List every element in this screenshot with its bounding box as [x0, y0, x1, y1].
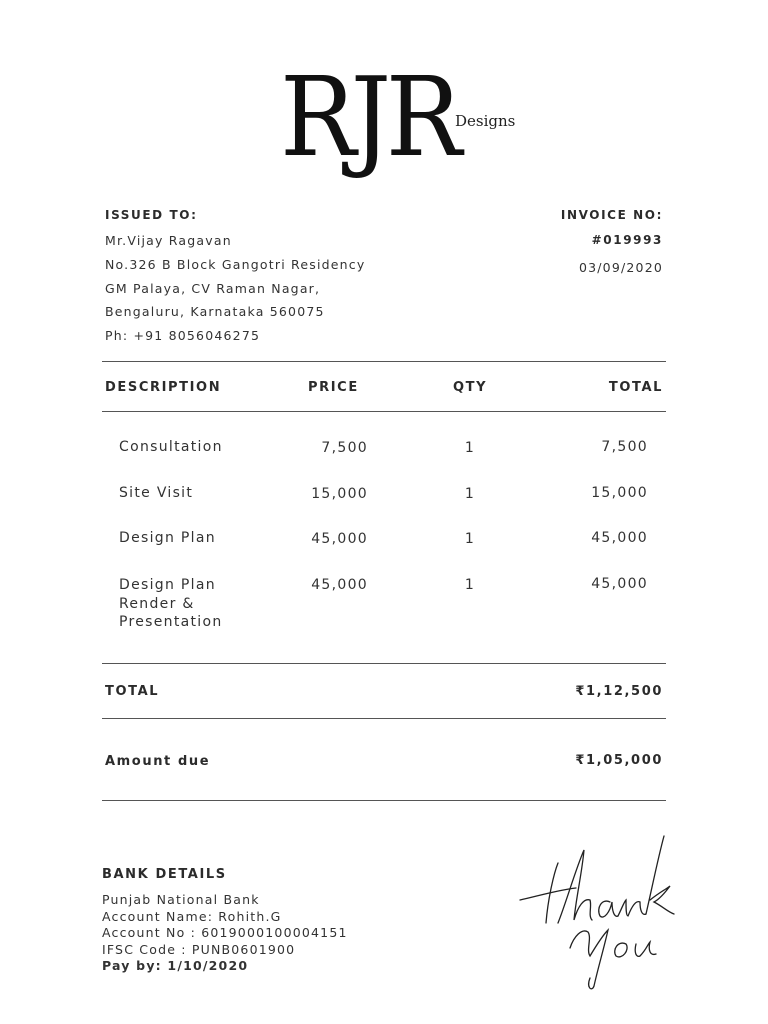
issued-to-label: ISSUED TO: [105, 208, 198, 222]
issued-to-line: GM Palaya, CV Raman Nagar, [105, 280, 321, 296]
row-description-line: Presentation [119, 614, 223, 630]
col-header-description: DESCRIPTION [105, 380, 222, 395]
divider [102, 718, 666, 719]
col-header-qty: QTY [453, 380, 488, 395]
row-description-line: Render & [119, 595, 195, 612]
row-qty: 1 [464, 577, 476, 593]
row-description [119, 576, 223, 632]
bank-line: Account Name: Rohith.G [102, 908, 282, 924]
bank-details [102, 892, 348, 975]
col-header-price: PRICE [308, 380, 359, 395]
brand-subtitle: Designs [455, 112, 516, 130]
amount-due-value: ₹1,05,000 [575, 753, 663, 768]
col-header-total: TOTAL [608, 380, 663, 395]
divider [102, 411, 666, 412]
row-description: Design Plan [119, 530, 216, 546]
row-qty: 1 [464, 440, 476, 456]
row-description-line: Design Plan [119, 577, 216, 593]
row-description: Site Visit [119, 485, 194, 501]
issued-to-line: Mr.Vijay Ragavan [105, 233, 232, 248]
row-price: 45,000 [311, 577, 368, 593]
invoice-date: 03/09/2020 [578, 260, 663, 275]
row-total: 7,500 [601, 439, 648, 455]
row-total: 15,000 [591, 485, 648, 501]
bank-line: Punjab National Bank [102, 892, 260, 907]
issued-to-line: Bengaluru, Karnataka 560075 [105, 304, 325, 320]
invoice-number: #019993 [591, 233, 663, 247]
row-qty: 1 [464, 531, 476, 547]
row-price: 7,500 [321, 440, 368, 456]
pay-by-date: Pay by: 1/10/2020 [102, 958, 249, 973]
brand-logo: RJR [280, 53, 457, 181]
row-price: 45,000 [311, 531, 368, 547]
divider [102, 663, 666, 664]
row-total: 45,000 [591, 530, 648, 546]
divider [102, 800, 666, 801]
row-description: Consultation [119, 439, 223, 455]
bank-line: Account No : 6019000100004151 [102, 925, 348, 940]
total-label: TOTAL [105, 684, 160, 699]
issued-to-line: No.326 B Block Gangotri Residency [105, 256, 366, 272]
issued-to-address [105, 233, 365, 352]
bank-line: IFSC Code : PUNB0601900 [102, 941, 296, 957]
bank-details-label: BANK DETAILS [102, 867, 227, 882]
total-value: ₹1,12,500 [575, 684, 663, 699]
row-qty: 1 [464, 486, 476, 502]
thank-you-signature [518, 828, 688, 993]
amount-due-label: Amount due [105, 754, 211, 769]
row-price: 15,000 [311, 486, 368, 502]
row-total: 45,000 [591, 576, 648, 592]
issued-to-line: Ph: +91 8056046275 [105, 328, 261, 344]
invoice-no-label: INVOICE NO: [560, 208, 663, 222]
divider [102, 361, 666, 362]
